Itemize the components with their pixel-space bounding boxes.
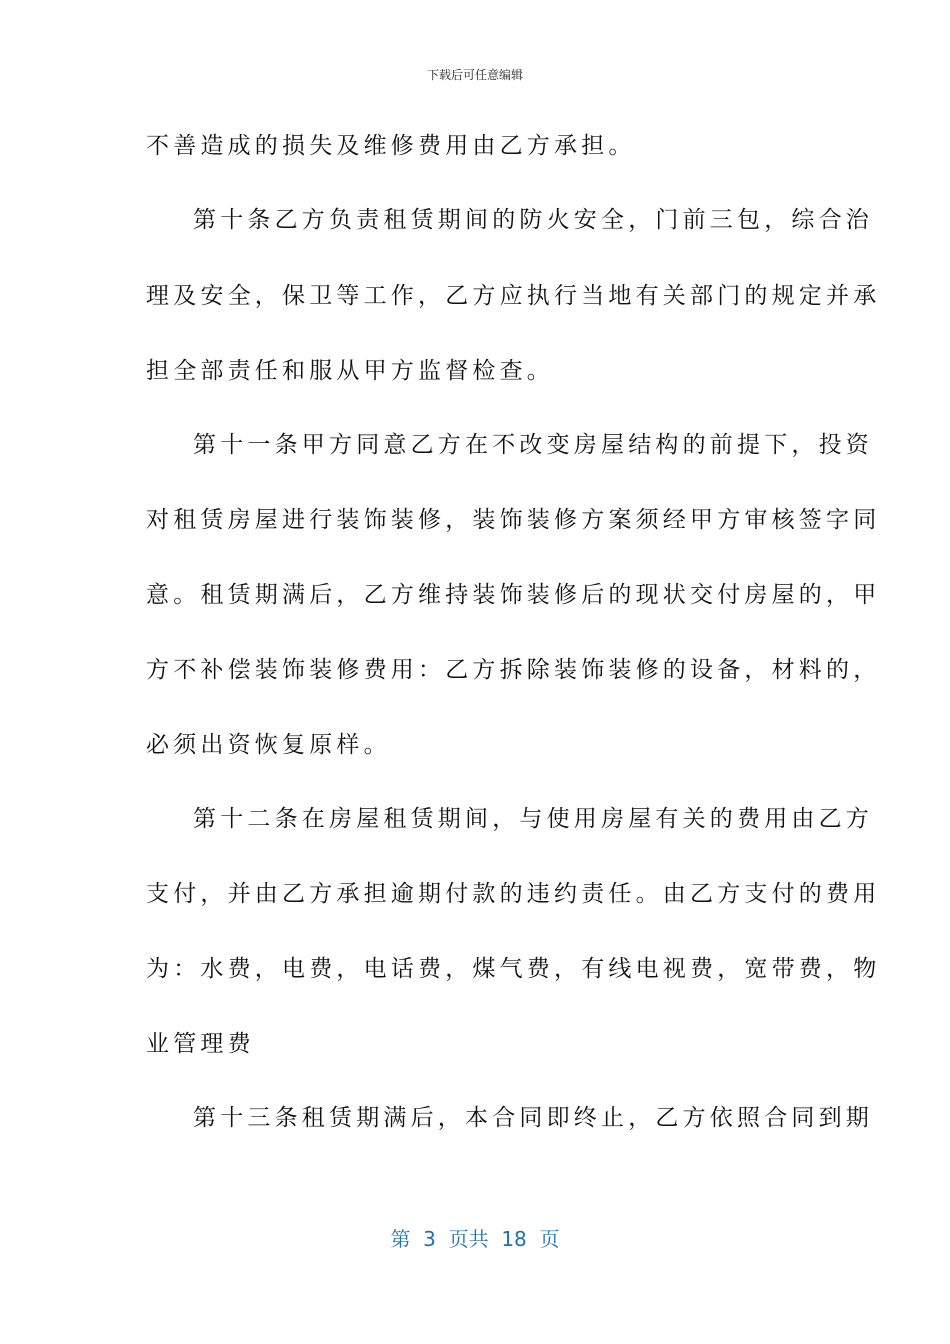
page-header: 下载后可任意编辑 [426,68,523,82]
article-10-line: 第十条乙方负责租赁期间的防火安全，门前三包，综合治 [193,207,873,233]
body-line: 担全部责任和服从甲方监督检查。 [146,358,554,384]
article-11-line: 第十一条甲方同意乙方在不改变房屋结构的前提下，投资 [193,432,873,458]
article-13-line: 第十三条租赁期满后，本合同即终止，乙方依照合同到期 [193,1105,873,1131]
page-number-footer: 第 3 页共 18 页 [390,1227,560,1251]
body-line: 理及安全，保卫等工作，乙方应执行当地有关部门的规定并承 [146,283,881,309]
body-line: 不善造成的损失及维修费用由乙方承担。 [146,133,636,159]
body-line: 方不补偿装饰装修费用：乙方拆除装饰装修的设备，材料的， [146,657,881,683]
body-line: 业管理费 [146,1031,255,1057]
body-line: 意。租赁期满后，乙方维持装饰装修后的现状交付房屋的，甲 [146,582,881,608]
body-line: 对租赁房屋进行装饰装修，装饰装修方案须经甲方审核签字同 [146,507,881,533]
body-line: 必须出资恢复原样。 [146,732,391,758]
article-12-line: 第十二条在房屋租赁期间，与使用房屋有关的费用由乙方 [193,806,873,832]
body-line: 支付，并由乙方承担逾期付款的违约责任。由乙方支付的费用 [146,881,881,907]
body-line: 为：水费，电费，电话费，煤气费，有线电视费，宽带费，物 [146,956,881,982]
